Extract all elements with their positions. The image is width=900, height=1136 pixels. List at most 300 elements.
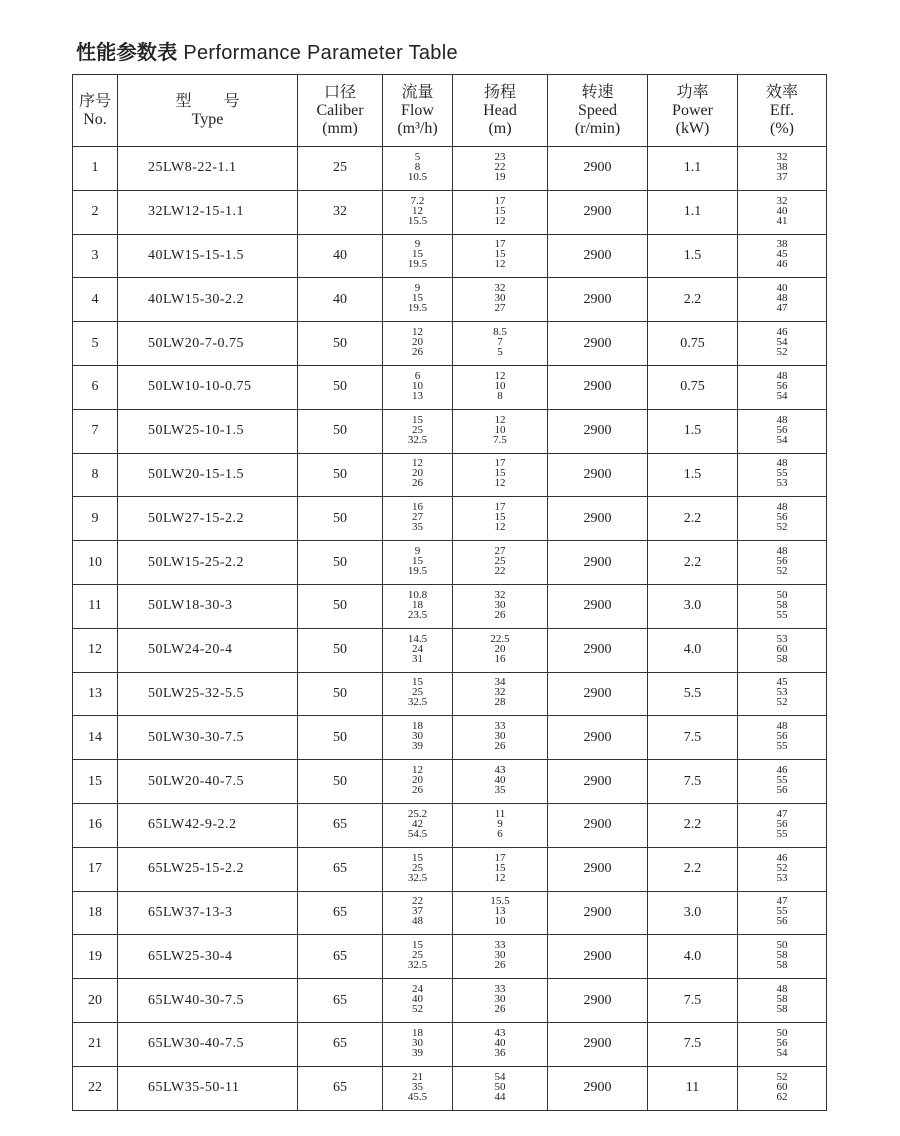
table-row [73,628,827,672]
head-cell [453,935,548,979]
caliber-cell: 40 [298,234,383,278]
flow-cell-value: 5 [414,150,421,163]
header-no: 序号 No. [73,75,118,147]
flow-cell-value: 15 [412,413,423,426]
head-cell [453,234,548,278]
speed-cell: 2900 [548,628,648,672]
head-cell-value: 22.5 [490,632,510,645]
head-cell-value: 12 [494,871,506,884]
no-cell: 3 [73,234,118,278]
head-cell-value: 12 [494,477,506,490]
head-cell-value: 15 [494,467,506,480]
flow-cell-value: 54.5 [407,827,428,840]
eff-cell-values [777,1072,788,1102]
eff-cell [738,234,827,278]
eff-cell-values [777,677,788,707]
eff-cell-value: 56 [776,379,788,392]
flow-cell-value: 9 [414,545,421,558]
eff-cell-values [777,940,788,970]
table-body [73,147,827,1111]
eff-cell-value: 46 [776,326,788,339]
speed-cell: 2900 [548,409,648,453]
no-cell: 20 [73,979,118,1023]
speed-cell: 2900 [548,365,648,409]
eff-cell-value: 52 [776,1070,788,1083]
eff-cell [738,497,827,541]
eff-cell-value: 32 [776,150,788,163]
eff-cell-value: 58 [776,959,788,972]
head-cell-values [495,546,506,576]
flow-cell-value: 48 [412,915,423,928]
head-cell-values [495,940,506,970]
table-row [73,803,827,847]
flow-cell-value: 24 [412,983,423,996]
eff-cell-value: 54 [776,336,788,349]
head-cell-value: 5 [497,346,503,359]
flow-cell-value: 15.5 [407,214,428,227]
eff-cell-values [777,327,788,357]
eff-cell-value: 46 [776,258,788,271]
flow-cell [383,1022,453,1066]
flow-cell-value: 12 [412,457,423,470]
flow-cell-value: 24 [412,642,423,655]
power-cell: 11 [648,1066,738,1110]
caliber-cell: 65 [298,847,383,891]
type-cell: 65LW25-15-2.2 [118,847,298,891]
flow-cell [383,803,453,847]
header-head: 扬程 Head (m) [453,75,548,147]
flow-cell-value: 42 [412,817,423,830]
speed-cell: 2900 [548,541,648,585]
eff-cell-value: 37 [776,170,788,183]
eff-cell-value: 56 [776,915,788,928]
flow-cell-value: 25 [412,949,423,962]
flow-cell [383,1066,453,1110]
flow-cell-value: 9 [414,238,421,251]
eff-cell [738,147,827,191]
eff-cell [738,935,827,979]
flow-cell-value: 40 [412,993,423,1006]
header-eff: 效率 Eff. (%) [738,75,827,147]
flow-cell-value: 15 [412,555,423,568]
table-row [73,672,827,716]
eff-cell-value: 56 [776,1036,788,1049]
no-cell: 7 [73,409,118,453]
eff-cell-value: 56 [776,511,788,524]
head-cell [453,803,548,847]
head-cell-values [495,809,506,839]
head-cell-value: 8 [497,389,503,402]
head-cell-value: 7 [497,336,503,349]
speed-cell: 2900 [548,935,648,979]
head-cell [453,453,548,497]
head-cell-value: 19 [494,170,506,183]
eff-cell-value: 48 [776,545,788,558]
flow-cell [383,409,453,453]
type-cell: 50LW10-10-0.75 [118,365,298,409]
table-row [73,1066,827,1110]
no-cell: 1 [73,147,118,191]
head-cell [453,278,548,322]
flow-cell-value: 32.5 [407,871,428,884]
type-cell: 40LW15-30-2.2 [118,278,298,322]
eff-cell-value: 48 [776,292,788,305]
flow-cell-values [412,896,423,926]
eff-cell-value: 50 [776,588,788,601]
eff-cell-value: 53 [776,686,788,699]
head-cell-value: 32 [494,282,506,295]
table-row [73,365,827,409]
flow-cell-value: 20 [412,336,423,349]
caliber-cell: 50 [298,453,383,497]
flow-cell-value: 32.5 [407,433,428,446]
eff-cell-value: 55 [776,827,788,840]
flow-cell-value: 23.5 [407,608,428,621]
head-cell-value: 30 [494,730,506,743]
head-cell-value: 33 [494,720,506,733]
eff-cell-value: 58 [776,993,788,1006]
eff-cell-value: 54 [776,1046,788,1059]
head-cell-values [495,853,506,883]
head-cell-values [495,984,506,1014]
caliber-cell: 50 [298,497,383,541]
eff-cell-value: 56 [776,817,788,830]
head-cell [453,541,548,585]
flow-cell-value: 19.5 [407,258,428,271]
speed-cell: 2900 [548,716,648,760]
speed-cell: 2900 [548,278,648,322]
table-row [73,716,827,760]
head-cell-value: 54 [494,1070,506,1083]
head-cell-value: 15 [494,248,506,261]
eff-cell [738,672,827,716]
eff-cell-value: 48 [776,457,788,470]
eff-cell-values [777,984,788,1014]
eff-cell-value: 40 [776,282,788,295]
flow-cell [383,760,453,804]
head-cell-value: 23 [494,150,506,163]
speed-cell: 2900 [548,803,648,847]
head-cell-values [495,196,506,226]
table-row [73,1022,827,1066]
head-cell-value: 17 [494,457,506,470]
head-cell-value: 15 [494,861,506,874]
head-cell-value: 30 [494,292,506,305]
table-row [73,891,827,935]
flow-cell-value: 10.5 [407,170,428,183]
power-cell: 1.1 [648,147,738,191]
flow-cell-value: 10.8 [407,588,428,601]
type-cell: 50LW20-7-0.75 [118,322,298,366]
flow-cell [383,278,453,322]
head-cell-values [495,152,506,182]
eff-cell-values [777,415,788,445]
flow-cell-value: 45.5 [407,1090,428,1103]
eff-cell-value: 50 [776,939,788,952]
eff-cell-value: 52 [776,861,788,874]
power-cell: 2.2 [648,803,738,847]
flow-cell-values [412,1028,423,1058]
head-cell-values [490,634,509,664]
eff-cell-value: 56 [776,423,788,436]
eff-cell [738,322,827,366]
head-cell [453,979,548,1023]
no-cell: 18 [73,891,118,935]
eff-cell-values [777,283,788,313]
type-cell: 40LW15-15-1.5 [118,234,298,278]
power-cell: 4.0 [648,935,738,979]
flow-cell-value: 26 [412,346,423,359]
no-cell: 22 [73,1066,118,1110]
eff-cell-values [777,502,788,532]
flow-cell-values [412,721,423,751]
eff-cell [738,453,827,497]
table-row [73,847,827,891]
eff-cell-value: 48 [776,720,788,733]
no-cell: 17 [73,847,118,891]
eff-cell-value: 38 [776,160,788,173]
head-cell-value: 34 [494,676,506,689]
flow-cell-values [408,546,427,576]
eff-cell-value: 54 [776,389,788,402]
head-cell-value: 17 [494,501,506,514]
head-cell-values [493,415,507,445]
flow-cell-values [408,590,427,620]
flow-cell-value: 32.5 [407,696,428,709]
head-cell [453,365,548,409]
power-cell: 2.2 [648,497,738,541]
speed-cell: 2900 [548,847,648,891]
eff-cell [738,628,827,672]
flow-cell-value: 15 [412,292,423,305]
eff-cell [738,803,827,847]
eff-cell-value: 45 [776,676,788,689]
flow-cell-value: 15 [412,851,423,864]
caliber-cell: 40 [298,278,383,322]
head-cell-value: 7.5 [493,433,507,446]
eff-cell-value: 56 [776,555,788,568]
flow-cell-value: 18 [412,598,423,611]
head-cell-value: 40 [494,774,506,787]
header-speed: 转速 Speed (r/min) [548,75,648,147]
speed-cell: 2900 [548,147,648,191]
eff-cell-value: 53 [776,477,788,490]
caliber-cell: 50 [298,409,383,453]
caliber-cell: 50 [298,365,383,409]
caliber-cell: 50 [298,584,383,628]
flow-cell-value: 18 [412,1026,423,1039]
head-cell-value: 15 [494,511,506,524]
no-cell: 4 [73,278,118,322]
type-cell: 65LW35-50-11 [118,1066,298,1110]
eff-cell-values [777,853,788,883]
head-cell [453,716,548,760]
table-row [73,147,827,191]
flow-cell-value: 21 [412,1070,423,1083]
head-cell-value: 15.5 [490,895,510,908]
flow-cell [383,979,453,1023]
power-cell: 0.75 [648,322,738,366]
eff-cell [738,760,827,804]
eff-cell-value: 48 [776,983,788,996]
head-cell-value: 25 [494,555,506,568]
speed-cell: 2900 [548,322,648,366]
flow-cell [383,628,453,672]
table-row [73,409,827,453]
type-cell: 50LW15-25-2.2 [118,541,298,585]
eff-cell-value: 53 [776,871,788,884]
eff-cell [738,979,827,1023]
eff-cell-value: 48 [776,501,788,514]
caliber-cell: 50 [298,322,383,366]
table-row [73,453,827,497]
flow-cell-value: 12 [412,326,423,339]
flow-cell-value: 37 [412,905,423,918]
speed-cell: 2900 [548,190,648,234]
speed-cell: 2900 [548,891,648,935]
type-cell: 50LW30-30-7.5 [118,716,298,760]
eff-cell [738,190,827,234]
eff-cell-values [777,721,788,751]
flow-cell-values [408,677,427,707]
type-cell: 25LW8-22-1.1 [118,147,298,191]
head-cell [453,847,548,891]
head-cell-values [495,1028,506,1058]
eff-cell-value: 55 [776,774,788,787]
table-row [73,190,827,234]
type-cell: 65LW30-40-7.5 [118,1022,298,1066]
eff-cell [738,584,827,628]
head-cell-value: 10 [494,379,506,392]
flow-cell-value: 19.5 [407,302,428,315]
head-cell-value: 36 [494,1046,506,1059]
flow-cell [383,234,453,278]
no-cell: 15 [73,760,118,804]
eff-cell-value: 55 [776,905,788,918]
flow-cell [383,935,453,979]
power-cell: 1.5 [648,453,738,497]
no-cell: 8 [73,453,118,497]
no-cell: 5 [73,322,118,366]
table-row [73,234,827,278]
eff-cell-value: 40 [776,204,788,217]
power-cell: 1.5 [648,409,738,453]
flow-cell-values [412,502,423,532]
head-cell-value: 17 [494,194,506,207]
flow-cell-value: 26 [412,784,423,797]
eff-cell-value: 56 [776,730,788,743]
head-cell [453,409,548,453]
eff-cell-value: 47 [776,302,788,315]
flow-cell-value: 27 [412,511,423,524]
eff-cell-value: 48 [776,369,788,382]
eff-cell-value: 47 [776,807,788,820]
eff-cell-values [777,196,788,226]
flow-cell-values [408,853,427,883]
flow-cell-value: 6 [414,369,421,382]
eff-cell-value: 52 [776,346,788,359]
header-caliber: 口径 Caliber (mm) [298,75,383,147]
eff-cell-value: 55 [776,467,788,480]
head-cell-value: 12 [494,413,506,426]
eff-cell [738,1066,827,1110]
head-cell-value: 11 [494,807,506,820]
head-cell-values [495,765,506,795]
flow-cell [383,365,453,409]
power-cell: 7.5 [648,716,738,760]
eff-cell [738,847,827,891]
head-cell-value: 33 [494,983,506,996]
head-cell-value: 6 [497,827,503,840]
head-cell-values [493,327,507,357]
eff-cell [738,891,827,935]
table-row [73,322,827,366]
eff-cell-value: 58 [776,652,788,665]
flow-cell-value: 16 [412,501,423,514]
speed-cell: 2900 [548,672,648,716]
speed-cell: 2900 [548,453,648,497]
head-cell-value: 33 [494,939,506,952]
head-cell [453,1022,548,1066]
flow-cell-values [408,940,427,970]
caliber-cell: 50 [298,628,383,672]
head-cell-value: 12 [494,369,506,382]
flow-cell-values [408,634,427,664]
flow-cell-value: 20 [412,467,423,480]
eff-cell-value: 38 [776,238,788,251]
eff-cell [738,365,827,409]
no-cell: 16 [73,803,118,847]
caliber-cell: 65 [298,891,383,935]
performance-table [72,74,827,1111]
power-cell: 7.5 [648,760,738,804]
head-cell-value: 10 [494,423,506,436]
head-cell-value: 50 [494,1080,506,1093]
power-cell: 2.2 [648,541,738,585]
head-cell-value: 35 [494,784,506,797]
eff-cell-values [777,371,788,401]
flow-cell-values [408,239,427,269]
flow-cell-values [408,152,427,182]
flow-cell [383,847,453,891]
head-cell-value: 10 [494,915,506,928]
eff-cell-value: 52 [776,521,788,534]
head-cell-value: 43 [494,1026,506,1039]
flow-cell-value: 22 [412,895,423,908]
head-cell-value: 44 [494,1090,506,1103]
power-cell: 4.0 [648,628,738,672]
table-row [73,935,827,979]
table-row [73,278,827,322]
flow-cell [383,584,453,628]
flow-cell-values [412,765,423,795]
head-cell-values [495,721,506,751]
speed-cell: 2900 [548,234,648,278]
head-cell-values [495,590,506,620]
flow-cell-value: 25 [412,861,423,874]
speed-cell: 2900 [548,497,648,541]
flow-cell [383,497,453,541]
head-cell [453,672,548,716]
flow-cell-value: 18 [412,720,423,733]
speed-cell: 2900 [548,1066,648,1110]
head-cell [453,190,548,234]
flow-cell-values [408,1072,427,1102]
flow-cell-value: 12 [412,204,423,217]
eff-cell-values [777,765,788,795]
eff-cell-values [777,809,788,839]
power-cell: 1.5 [648,234,738,278]
